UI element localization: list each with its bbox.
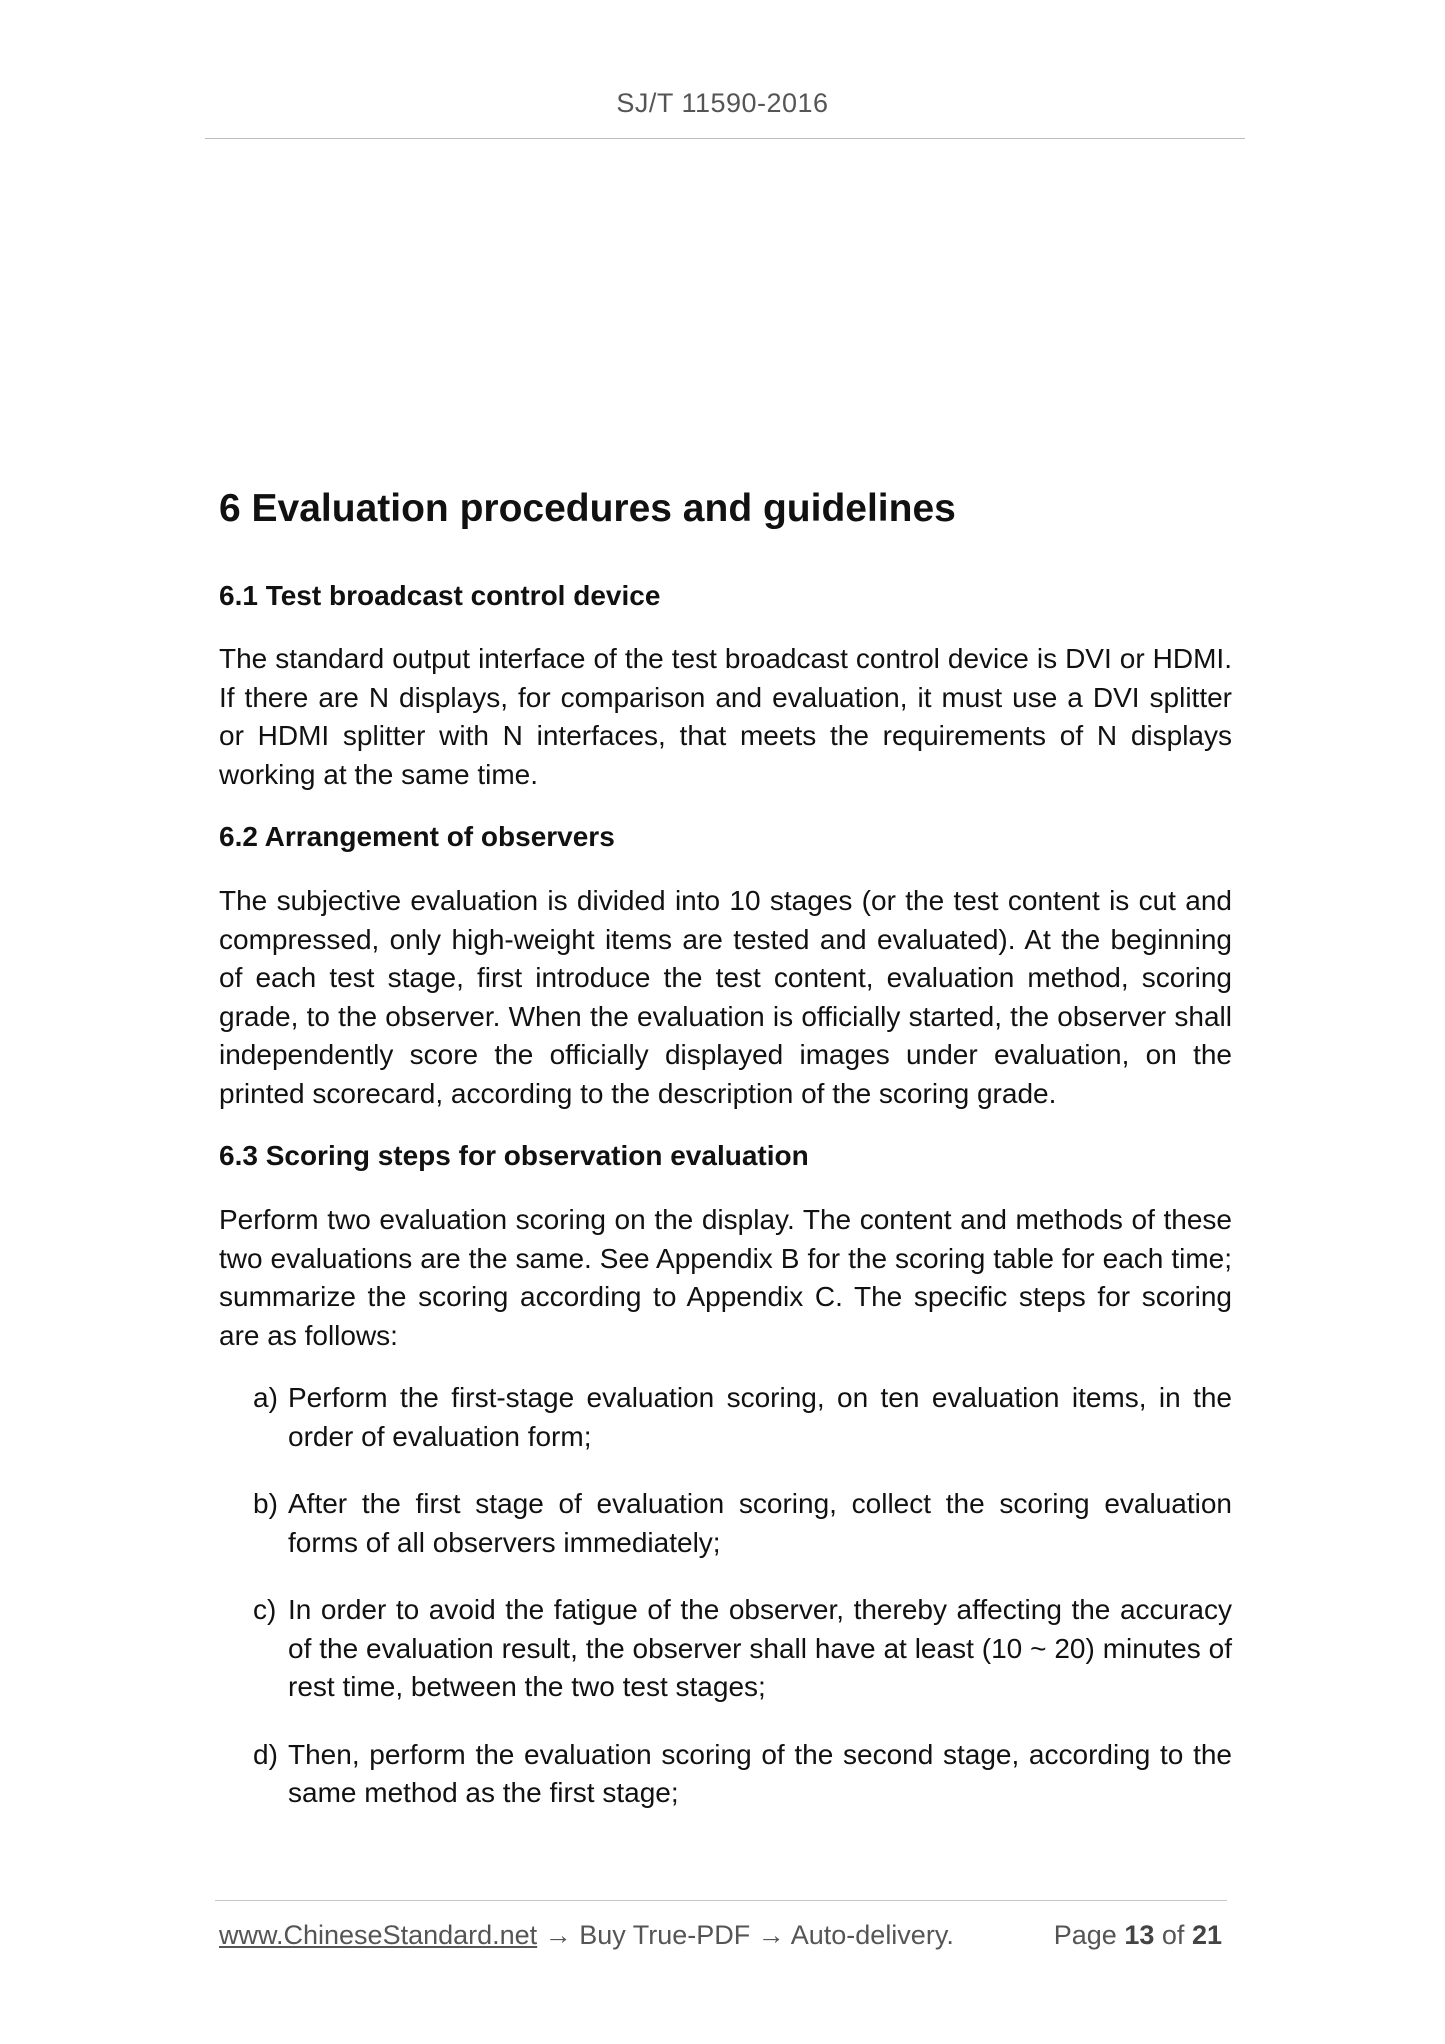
subsection-heading-6-3: 6.3 Scoring steps for observation evaluation bbox=[219, 1140, 809, 1172]
paragraph-6-1: The standard output interface of the test broadcast control device is DVI or HDMI. If there are N displays, for comparison and evaluation, it must use a DVI splitter or HDMI splitter with N interfaces, that meets the requirements of N displays working at the same time. bbox=[219, 643, 1232, 790]
list-marker: a) bbox=[253, 1382, 278, 1414]
paragraph-6-3: Perform two evaluation scoring on the display. The content and methods of these two evaluations are the same. See Appendix B for the scoring table for each time; summarize the scoring according to Appendix C. The specific steps for scoring are as follows: bbox=[219, 1204, 1232, 1351]
list-item bbox=[219, 1379, 1232, 1456]
page-total: 21 bbox=[1191, 1920, 1222, 1950]
footer-divider bbox=[215, 1900, 1227, 1901]
subsection-heading-6-1: 6.1 Test broadcast control device bbox=[219, 579, 661, 611]
list-item bbox=[219, 1485, 1232, 1562]
footer-promo bbox=[219, 1920, 954, 1951]
list-item-text: In order to avoid the fatigue of the observer, thereby affecting the accuracy of the evaluation result, the observer shall have at least (10 ~ 20) minutes of rest time, between the two test stages; bbox=[288, 1594, 1232, 1703]
page-label: Page bbox=[1053, 1920, 1117, 1950]
footer-tagline: → Buy True-PDF → Auto-delivery. bbox=[537, 1920, 954, 1950]
page-current: 13 bbox=[1124, 1920, 1155, 1950]
page-content bbox=[219, 484, 1232, 1842]
paragraph-6-2: The subjective evaluation is divided into 10 stages (or the test content is cut and compressed, only high-weight items are tested and evaluated). At the beginning of each test stage, first introduce the test content, evaluation method, scoring grade, to the observer. When the evaluation is officially started, the observer shall independently score the officially displayed images under evaluation, on the printed scorecard, according to the description of the scoring grade. bbox=[219, 885, 1232, 1109]
list-item bbox=[219, 1736, 1232, 1813]
section-title: 6 Evaluation procedures and guidelines bbox=[219, 487, 956, 530]
page-of: of bbox=[1161, 1920, 1185, 1950]
list-marker: d) bbox=[253, 1738, 278, 1770]
document-code: SJ/T 11590-2016 bbox=[616, 88, 829, 118]
list-item bbox=[219, 1591, 1232, 1707]
subsection-heading-6-2: 6.2 Arrangement of observers bbox=[219, 821, 615, 853]
site-link[interactable]: www.ChineseStandard.net bbox=[219, 1920, 538, 1950]
scoring-steps-list bbox=[219, 1379, 1232, 1813]
list-marker: c) bbox=[253, 1594, 277, 1626]
list-marker: b) bbox=[253, 1488, 278, 1520]
list-item-text: After the first stage of evaluation scoring, collect the scoring evaluation forms of all observers immediately; bbox=[288, 1488, 1232, 1558]
header-divider bbox=[205, 138, 1245, 139]
list-item-text: Then, perform the evaluation scoring of the second stage, according to the same method as the first stage; bbox=[288, 1738, 1232, 1809]
list-item-text: Perform the first-stage evaluation scoring, on ten evaluation items, in the order of evaluation form; bbox=[288, 1382, 1232, 1452]
page-indicator bbox=[1054, 1920, 1222, 1951]
